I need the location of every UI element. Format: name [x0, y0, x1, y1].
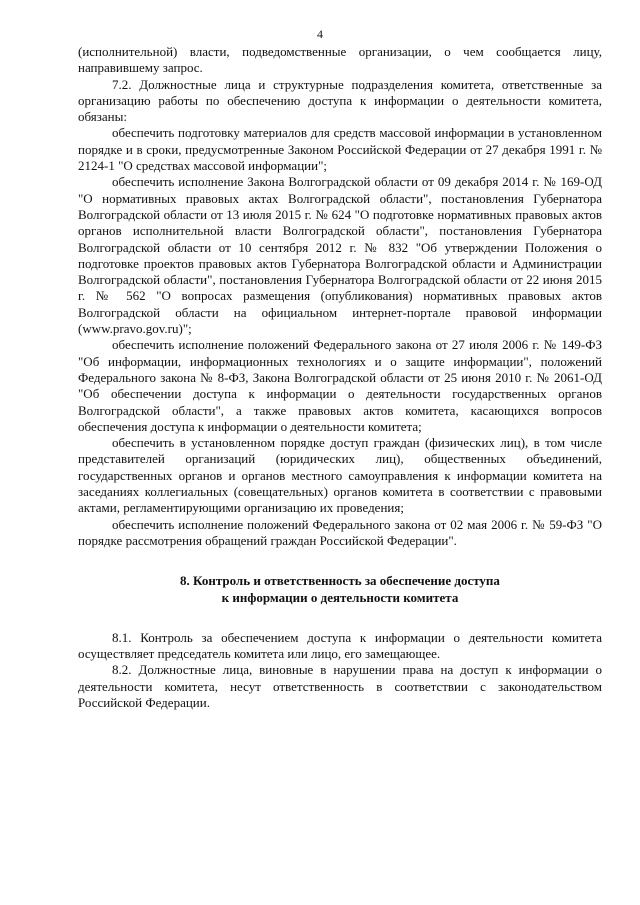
paragraph-access-citizens: обеспечить в установленном порядке доступ граждан (физических лиц), в том числе представителей организаций (юридических лиц), общественных объединений, государственных органов и органов местного самоуправления к информации комитета на заседаниях коллегиальных (совещательных) органов комитета в соответствии с правовыми актами, регламентирующими организацию их проведения;	[78, 435, 602, 516]
paragraph-federal-law-149: обеспечить исполнение положений Федерального закона от 27 июля 2006 г. № 149-ФЗ "Об информации, информационных технологиях и о защите информации", положений Федерального закона № 8-ФЗ, Закона Волгоградской области от 25 июня 2010 г. № 2061-ОД "Об обеспечении доступа к информации о деятельности государственных органов Волгоградской области", а также правовых актов комитета, касающихся вопросов обеспечения доступа к информации о деятельности комитета;	[78, 337, 602, 434]
paragraph-7-2: 7.2. Должностные лица и структурные подразделения комитета, ответственные за организацию работы по обеспечению доступа к информации о деятельности комитета, обязаны:	[78, 76, 602, 125]
paragraph-8-2: 8.2. Должностные лица, виновные в нарушении права на доступ к информации о деятельности комитета, несут ответственность в соответствии с законодательством Российской Федерации.	[78, 662, 602, 710]
paragraph-8-1: 8.1. Контроль за обеспечением доступа к информации о деятельности комитета осуществляет председатель комитета или лицо, его замещающее.	[78, 629, 602, 662]
document-body	[78, 44, 602, 711]
paragraph-media: обеспечить подготовку материалов для средств массовой информации в установленном порядке и в сроки, предусмотренные Законом Российской Федерации от 27 декабря 1991 г. № 2124-1 "О средствах массовой информации";	[78, 125, 602, 174]
paragraph-regional-law: обеспечить исполнение Закона Волгоградской области от 09 декабря 2014 г. № 169-ОД "О нормативных правовых актах Волгоградской области", постановления Губернатора Волгоградской области от 13 июля 2015 г. № 624 "О подготовке нормативных правовых актов органов исполнительной власти Волгоградской области", постановления Губернатора Волгоградской области от 10 сентября 2012 г. № 832 "Об утверждении Положения о подготовке проектов правовых актов Губернатора Волгоградской области и Администрации Волгоградской области", постановления Губернатора Волгоградской области от 22 июня 2015 г. № 562 "О вопросах размещения (опубликования) нормативных правовых актов Волгоградской области на официальном интернет-портале правовой информации (www.pravo.gov.ru)";	[78, 174, 602, 337]
paragraph-federal-law-59: обеспечить исполнение положений Федерального закона от 02 мая 2006 г. № 59-ФЗ "О порядке рассмотрения обращений граждан Российской Федерации".	[78, 516, 602, 548]
page-number: 4	[317, 27, 323, 41]
section-heading-line2: к информации о деятельности комитета	[221, 589, 459, 605]
section-heading	[78, 573, 602, 606]
section-heading-line1: 8. Контроль и ответственность за обеспечение доступа	[180, 573, 500, 589]
paragraph-continuation: (исполнительной) власти, подведомственные организации, о чем сообщается лицу, направившему запрос.	[78, 44, 602, 76]
